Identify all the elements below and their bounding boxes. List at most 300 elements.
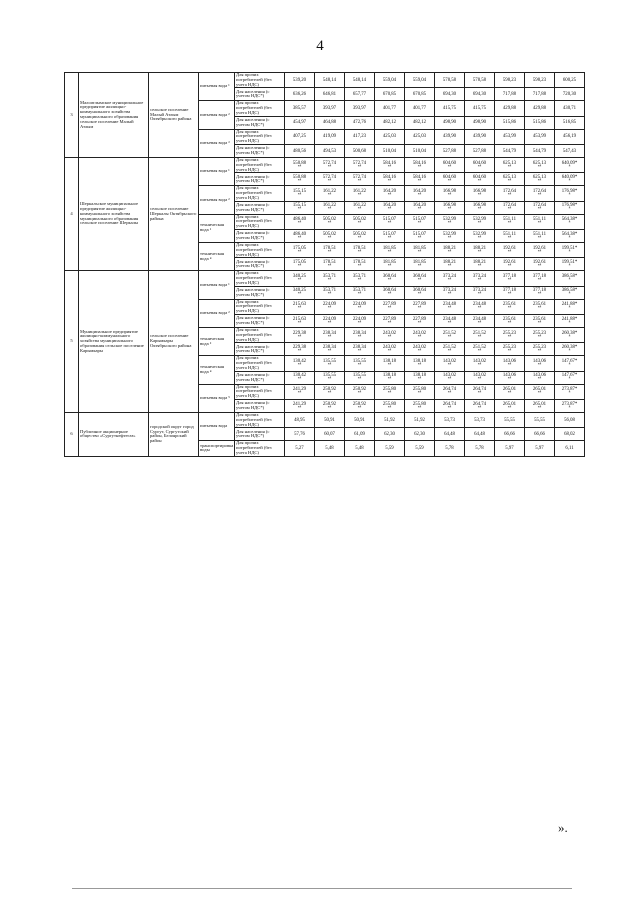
tariff-footnote-mark: ** bbox=[537, 306, 542, 311]
tariff-value: 135,55 bbox=[322, 373, 337, 379]
tariff-value: 138,18 bbox=[382, 359, 397, 365]
tariff-footnote-mark: ** bbox=[357, 348, 362, 353]
tariff-value: 147,67* bbox=[561, 373, 578, 379]
consumer-category: Для прочих потребителей (без учета НДС) bbox=[235, 356, 285, 371]
tariff-value-cell bbox=[285, 242, 315, 257]
consumer-category: Для населения (с учетом НДС*) bbox=[235, 371, 285, 384]
tariff-value: 527,88 bbox=[472, 148, 487, 154]
tariff-footnote-mark: ** bbox=[387, 164, 392, 169]
tariff-value: 238,34 bbox=[322, 344, 337, 350]
tariff-value-cell bbox=[345, 315, 375, 328]
resource-type: питьевая вода ² bbox=[199, 101, 235, 129]
tariff-value: 178,51 bbox=[322, 245, 337, 251]
tariff-footnote-mark: ** bbox=[537, 164, 542, 169]
tariff-footnote-mark: ** bbox=[537, 334, 542, 339]
tariff-footnote-mark: ** bbox=[417, 306, 422, 311]
tariff-value-cell bbox=[555, 315, 585, 328]
tariff-value: 241,29 bbox=[292, 387, 307, 393]
tariff-value: 360,64 bbox=[412, 274, 427, 280]
tariff-footnote-mark: ** bbox=[537, 193, 542, 198]
tariff-value-cell bbox=[465, 400, 495, 413]
tariff-footnote-mark: ** bbox=[447, 306, 452, 311]
tariff-value: 720,30 bbox=[562, 91, 577, 97]
tariff-value: 572,74 bbox=[352, 174, 367, 180]
tariff-value: 138,18 bbox=[412, 373, 427, 379]
tariff-value-cell bbox=[555, 343, 585, 356]
tariff-value: 572,74 bbox=[322, 174, 337, 180]
tariff-value-cell bbox=[525, 242, 555, 257]
tariff-footnote-mark: ** bbox=[387, 292, 392, 297]
tariff-footnote-mark: ** bbox=[477, 292, 482, 297]
tariff-value-cell bbox=[465, 412, 495, 427]
tariff-value-cell bbox=[555, 145, 585, 158]
tariff-value: 273,87* bbox=[561, 387, 578, 393]
tariff-value-cell bbox=[435, 356, 465, 371]
resource-type: питьевая вода ¹ bbox=[199, 157, 235, 185]
tariff-footnote-mark: ** bbox=[327, 235, 332, 240]
tariff-value: 393,97 bbox=[352, 106, 367, 112]
tariff-footnote-mark: ** bbox=[537, 263, 542, 268]
tariff-value: 264,74 bbox=[472, 401, 487, 407]
tariff-footnote-mark: * bbox=[568, 278, 571, 283]
tariff-value: 235,61 bbox=[502, 316, 517, 322]
tariff-value: 548,14 bbox=[322, 77, 337, 83]
tariff-value-cell bbox=[435, 258, 465, 271]
tariff-value: 224,09 bbox=[322, 316, 337, 322]
tariff-value: 265,01 bbox=[502, 387, 517, 393]
tariff-value-cell bbox=[375, 371, 405, 384]
tariff-value-cell bbox=[465, 157, 495, 172]
tariff-value-cell bbox=[315, 201, 345, 214]
tariff-footnote-mark: ** bbox=[387, 363, 392, 368]
tariff-value: 429,88 bbox=[502, 106, 517, 112]
tariff-footnote-mark: ** bbox=[387, 306, 392, 311]
tariff-footnote-mark: ** bbox=[477, 164, 482, 169]
tariff-value: 6,11 bbox=[565, 445, 574, 451]
tariff-footnote-mark: ** bbox=[477, 363, 482, 368]
tariff-footnote-mark: ** bbox=[447, 363, 452, 368]
tariff-value-cell bbox=[465, 242, 495, 257]
tariff-value: 227,89 bbox=[382, 316, 397, 322]
tariff-value-cell bbox=[405, 343, 435, 356]
consumer-category: Для прочих потребителей (без учета НДС) bbox=[235, 214, 285, 229]
consumer-category: Для прочих потребителей (без учета НДС) bbox=[235, 129, 285, 144]
tariff-value-cell bbox=[435, 145, 465, 158]
tariff-footnote-mark: ** bbox=[507, 235, 512, 240]
tariff-value-cell bbox=[525, 201, 555, 214]
tariff-footnote-mark: ** bbox=[327, 306, 332, 311]
tariff-value-cell bbox=[495, 201, 525, 214]
page-number: 4 bbox=[316, 38, 324, 54]
tariff-footnote-mark: ** bbox=[537, 235, 542, 240]
tariff-footnote-mark: ** bbox=[537, 179, 542, 183]
tariff-value: 430,71 bbox=[562, 106, 577, 112]
tariff-value-cell bbox=[315, 356, 345, 371]
tariff-value: 578,58 bbox=[472, 77, 487, 83]
tariff-value: 551,11 bbox=[502, 217, 516, 223]
tariff-value-cell bbox=[555, 412, 585, 427]
tariff-value: 188,21 bbox=[442, 245, 457, 251]
tariff-value: 515,86 bbox=[532, 120, 547, 126]
tariff-footnote-mark: ** bbox=[507, 193, 512, 198]
tariff-footnote-mark: ** bbox=[447, 377, 452, 382]
tariff-value-cell bbox=[465, 286, 495, 299]
tariff-footnote-mark: * bbox=[568, 263, 571, 268]
tariff-footnote-mark: ** bbox=[477, 207, 482, 212]
tariff-value: 482,12 bbox=[412, 120, 427, 126]
tariff-footnote-mark: ** bbox=[297, 164, 302, 169]
tariff-footnote-mark: ** bbox=[507, 249, 512, 254]
consumer-category: Для прочих потребителей (без учета НДС) bbox=[235, 157, 285, 172]
tariff-value: 544,79 bbox=[532, 148, 547, 154]
tariff-value: 604,60 bbox=[442, 160, 457, 166]
tariff-value-cell bbox=[525, 400, 555, 413]
tariff-footnote-mark: ** bbox=[297, 348, 302, 353]
tariff-value-cell bbox=[435, 441, 465, 456]
tariff-value-cell bbox=[525, 384, 555, 399]
tariff-value: 176,98* bbox=[561, 189, 578, 195]
tariff-value-cell bbox=[435, 116, 465, 129]
tariff-footnote-mark: ** bbox=[387, 334, 392, 339]
tariff-value: 255,23 bbox=[532, 330, 547, 336]
tariff-value-cell bbox=[345, 101, 375, 116]
tariff-value: 164,20 bbox=[382, 203, 397, 209]
tariff-value-cell bbox=[495, 173, 525, 186]
tariff-value: 250,92 bbox=[322, 401, 337, 407]
tariff-footnote-mark: ** bbox=[537, 207, 542, 212]
tariff-footnote-mark: * bbox=[568, 207, 571, 212]
tariff-value: 5,48 bbox=[325, 445, 334, 451]
tariff-footnote-mark: * bbox=[568, 221, 571, 226]
territory-name: сельское поселение Карымкары Октябрьского района bbox=[149, 271, 199, 413]
tariff-value-cell bbox=[345, 186, 375, 201]
tariff-value: 486,40 bbox=[292, 217, 307, 223]
tariff-value-cell bbox=[345, 230, 375, 243]
tariff-value-cell bbox=[315, 286, 345, 299]
tariff-value: 559,04 bbox=[412, 77, 427, 83]
tariff-value: 532,99 bbox=[472, 231, 487, 237]
tariff-value: 166,98 bbox=[472, 189, 487, 195]
tariff-footnote-mark: ** bbox=[417, 292, 422, 297]
tariff-footnote-mark: ** bbox=[297, 377, 302, 382]
tariff-table bbox=[64, 72, 585, 457]
tariff-value: 425,03 bbox=[382, 134, 397, 140]
tariff-value-cell bbox=[345, 258, 375, 271]
tariff-footnote-mark: ** bbox=[417, 278, 422, 283]
table-row bbox=[65, 271, 585, 286]
tariff-value: 215,63 bbox=[292, 302, 307, 308]
tariff-value-cell bbox=[405, 327, 435, 342]
tariff-value-cell bbox=[555, 186, 585, 201]
tariff-footnote-mark: ** bbox=[477, 193, 482, 198]
tariff-value: 181,85 bbox=[382, 245, 397, 251]
consumer-category: Для прочих потребителей (без учета НДС) bbox=[235, 384, 285, 399]
tariff-value-cell bbox=[405, 412, 435, 427]
tariff-value-cell bbox=[525, 258, 555, 271]
tariff-value: 192,61 bbox=[532, 245, 547, 251]
tariff-value-cell bbox=[345, 157, 375, 172]
tariff-value-cell bbox=[435, 412, 465, 427]
tariff-value: 551,11 bbox=[532, 231, 546, 237]
tariff-value: 5,59 bbox=[385, 445, 394, 451]
resource-type: техническая вода ⁴ bbox=[199, 242, 235, 270]
tariff-value-cell bbox=[375, 73, 405, 88]
consumer-category: Для прочих потребителей (без учета НДС) bbox=[235, 441, 285, 456]
tariff-value: 143,02 bbox=[442, 359, 457, 365]
tariff-value-cell bbox=[345, 88, 375, 101]
consumer-category: Для населения (с учетом НДС*) bbox=[235, 400, 285, 413]
tariff-value-cell bbox=[555, 129, 585, 144]
tariff-value-cell bbox=[495, 258, 525, 271]
tariff-value: 265,01 bbox=[532, 401, 547, 407]
closing-mark: ». bbox=[558, 820, 568, 835]
tariff-footnote-mark: ** bbox=[327, 363, 332, 368]
tariff-value: 454,97 bbox=[292, 120, 307, 126]
tariff-value-cell bbox=[465, 230, 495, 243]
tariff-footnote-mark: ** bbox=[387, 348, 392, 353]
tariff-value: 199,51* bbox=[561, 245, 578, 251]
tariff-value-cell bbox=[285, 214, 315, 229]
tariff-footnote-mark: ** bbox=[537, 292, 542, 297]
tariff-value-cell bbox=[375, 384, 405, 399]
tariff-value: 694,30 bbox=[442, 91, 457, 97]
tariff-value: 178,51 bbox=[352, 245, 367, 251]
tariff-value-cell bbox=[525, 157, 555, 172]
tariff-footnote-mark: ** bbox=[297, 235, 302, 240]
tariff-footnote-mark: ** bbox=[357, 263, 362, 268]
tariff-value-cell bbox=[285, 186, 315, 201]
tariff-value-cell bbox=[405, 101, 435, 116]
tariff-value: 600,25 bbox=[562, 77, 577, 83]
tariff-value-cell bbox=[405, 173, 435, 186]
tariff-value: 5,78 bbox=[475, 445, 484, 451]
tariff-value: 255,23 bbox=[502, 344, 517, 350]
tariff-value-cell bbox=[405, 145, 435, 158]
tariff-footnote-mark: ** bbox=[357, 334, 362, 339]
tariff-value-cell bbox=[315, 412, 345, 427]
tariff-value-cell bbox=[465, 384, 495, 399]
consumer-category: Для прочих потребителей (без учета НДС) bbox=[235, 242, 285, 257]
tariff-value: 584,16 bbox=[412, 174, 427, 180]
tariff-footnote-mark: ** bbox=[357, 235, 362, 240]
tariff-value-cell bbox=[465, 441, 495, 456]
tariff-value-cell bbox=[435, 157, 465, 172]
consumer-category: Для населения (с учетом НДС*) bbox=[235, 428, 285, 441]
tariff-value-cell bbox=[285, 88, 315, 101]
tariff-value: 251,52 bbox=[442, 330, 457, 336]
tariff-footnote-mark: ** bbox=[507, 207, 512, 212]
tariff-value: 670,85 bbox=[412, 91, 427, 97]
tariff-value: 192,61 bbox=[502, 245, 517, 251]
tariff-value-cell bbox=[375, 101, 405, 116]
tariff-value: 584,16 bbox=[382, 174, 397, 180]
tariff-value-cell bbox=[315, 242, 345, 257]
tariff-value: 188,21 bbox=[442, 259, 457, 265]
tariff-footnote-mark: ** bbox=[537, 320, 542, 325]
tariff-value-cell bbox=[495, 145, 525, 158]
tariff-value: 48,95 bbox=[294, 417, 305, 423]
tariff-value-cell bbox=[285, 73, 315, 88]
tariff-value: 176,98* bbox=[561, 203, 578, 209]
tariff-value-cell bbox=[525, 271, 555, 286]
tariff-value: 138,18 bbox=[382, 373, 397, 379]
tariff-value-cell bbox=[285, 343, 315, 356]
tariff-footnote-mark: ** bbox=[447, 263, 452, 268]
tariff-value-cell bbox=[525, 129, 555, 144]
tariff-value-cell bbox=[495, 356, 525, 371]
tariff-footnote-mark: ** bbox=[507, 292, 512, 297]
tariff-value-cell bbox=[345, 286, 375, 299]
tariff-value-cell bbox=[315, 299, 345, 314]
tariff-footnote-mark: ** bbox=[477, 334, 482, 339]
tariff-value-cell bbox=[375, 145, 405, 158]
tariff-value: 486,40 bbox=[292, 231, 307, 237]
tariff-value: 515,07 bbox=[412, 217, 427, 223]
tariff-value: 238,34 bbox=[352, 344, 367, 350]
tariff-value: 353,71 bbox=[322, 288, 337, 294]
tariff-value-cell bbox=[285, 116, 315, 129]
tariff-footnote-mark: * bbox=[568, 405, 571, 410]
tariff-value: 224,09 bbox=[352, 302, 367, 308]
tariff-footnote-mark: ** bbox=[417, 193, 422, 198]
tariff-value-cell bbox=[285, 299, 315, 314]
tariff-value-cell bbox=[525, 73, 555, 88]
tariff-footnote-mark: ** bbox=[417, 164, 422, 169]
tariff-value: 604,60 bbox=[472, 160, 487, 166]
tariff-value-cell bbox=[315, 441, 345, 456]
tariff-value: 227,89 bbox=[382, 302, 397, 308]
tariff-footnote-mark: ** bbox=[477, 405, 482, 410]
tariff-value: 551,11 bbox=[532, 217, 546, 223]
tariff-footnote-mark: ** bbox=[297, 405, 302, 410]
tariff-value-cell bbox=[345, 73, 375, 88]
tariff-value-cell bbox=[465, 271, 495, 286]
tariff-footnote-mark: ** bbox=[507, 221, 512, 226]
tariff-value: 166,98 bbox=[442, 189, 457, 195]
tariff-value: 250,92 bbox=[322, 387, 337, 393]
tariff-value: 56,08 bbox=[564, 417, 575, 423]
tariff-value-cell bbox=[315, 116, 345, 129]
tariff-value-cell bbox=[405, 186, 435, 201]
tariff-value-cell bbox=[375, 157, 405, 172]
tariff-value: 717,88 bbox=[532, 91, 547, 97]
tariff-value: 386,58* bbox=[561, 274, 578, 280]
tariff-value: 251,52 bbox=[442, 344, 457, 350]
tariff-footnote-mark: ** bbox=[297, 320, 302, 325]
tariff-value-cell bbox=[375, 428, 405, 441]
tariff-footnote-mark: ** bbox=[297, 207, 302, 212]
tariff-value: 5,78 bbox=[445, 445, 454, 451]
tariff-footnote-mark: ** bbox=[327, 207, 332, 212]
tariff-footnote-mark: ** bbox=[507, 306, 512, 311]
tariff-footnote-mark: * bbox=[568, 193, 571, 198]
territory-name: сельское поселение Шеркалы Октябрьского района bbox=[149, 157, 199, 270]
tariff-value-cell bbox=[435, 315, 465, 328]
tariff-value-cell bbox=[285, 101, 315, 116]
tariff-value: 377,18 bbox=[532, 288, 547, 294]
tariff-value: 515,07 bbox=[412, 231, 427, 237]
tariff-value-cell bbox=[465, 258, 495, 271]
tariff-footnote-mark: ** bbox=[327, 348, 332, 353]
tariff-value-cell bbox=[345, 384, 375, 399]
resource-type: техническая вода ³ bbox=[199, 327, 235, 355]
tariff-footnote-mark: ** bbox=[327, 320, 332, 325]
tariff-value-cell bbox=[375, 400, 405, 413]
tariff-value-cell bbox=[285, 286, 315, 299]
tariff-value-cell bbox=[555, 271, 585, 286]
tariff-value: 130,42 bbox=[292, 373, 307, 379]
tariff-value-cell bbox=[465, 214, 495, 229]
tariff-footnote-mark: ** bbox=[537, 363, 542, 368]
tariff-value-cell bbox=[495, 129, 525, 144]
tariff-value: 161,22 bbox=[352, 203, 367, 209]
tariff-value-cell bbox=[555, 242, 585, 257]
tariff-footnote-mark: ** bbox=[537, 348, 542, 353]
tariff-value-cell bbox=[525, 214, 555, 229]
tariff-footnote-mark: * bbox=[568, 348, 571, 353]
tariff-footnote-mark: ** bbox=[357, 391, 362, 396]
tariff-footnote-mark: ** bbox=[537, 391, 542, 396]
consumer-category: Для прочих потребителей (без учета НДС) bbox=[235, 327, 285, 342]
tariff-value: 66,66 bbox=[534, 431, 545, 437]
organization-name: Малоатлымское муниципальное предприятие жилищно-коммунального хозяйства муниципального образования сельское поселение Малый Атлым bbox=[79, 73, 149, 158]
tariff-value-cell bbox=[495, 73, 525, 88]
resource-type: питьевая вода ² bbox=[199, 186, 235, 214]
tariff-value-cell bbox=[285, 412, 315, 427]
tariff-value: 235,61 bbox=[532, 316, 547, 322]
tariff-value: 143,02 bbox=[472, 359, 487, 365]
resource-type: транспортировка воды bbox=[199, 441, 235, 456]
tariff-value-cell bbox=[555, 286, 585, 299]
row-number: 3 bbox=[65, 73, 79, 158]
tariff-value-cell bbox=[435, 343, 465, 356]
tariff-value-cell bbox=[285, 230, 315, 243]
tariff-value-cell bbox=[465, 201, 495, 214]
tariff-value: 155,15 bbox=[292, 189, 307, 195]
tariff-footnote-mark: ** bbox=[417, 405, 422, 410]
tariff-value-cell bbox=[345, 400, 375, 413]
tariff-value-cell bbox=[345, 129, 375, 144]
tariff-value: 234,48 bbox=[472, 302, 487, 308]
tariff-value-cell bbox=[525, 343, 555, 356]
tariff-value-cell bbox=[375, 88, 405, 101]
tariff-value-cell bbox=[465, 73, 495, 88]
tariff-value: 604,60 bbox=[442, 174, 457, 180]
tariff-value-cell bbox=[555, 116, 585, 129]
row-number: 5 bbox=[65, 271, 79, 413]
tariff-footnote-mark: * bbox=[568, 334, 571, 339]
tariff-value-cell bbox=[465, 116, 495, 129]
tariff-value-cell bbox=[465, 299, 495, 314]
tariff-value-cell bbox=[495, 315, 525, 328]
tariff-value: 164,20 bbox=[412, 203, 427, 209]
tariff-value: 340,25 bbox=[292, 274, 307, 280]
tariff-value: 646,81 bbox=[322, 91, 337, 97]
tariff-footnote-mark: ** bbox=[297, 334, 302, 339]
tariff-value: 547,43 bbox=[562, 148, 577, 154]
tariff-value-cell bbox=[525, 88, 555, 101]
tariff-value-cell bbox=[465, 145, 495, 158]
tariff-footnote-mark: ** bbox=[357, 377, 362, 382]
resource-type: техническая вода ⁴ bbox=[199, 356, 235, 384]
row-number: 4 bbox=[65, 157, 79, 270]
consumer-category: Для прочих потребителей (без учета НДС) bbox=[235, 101, 285, 116]
tariff-value: 353,71 bbox=[352, 274, 367, 280]
tariff-value-cell bbox=[495, 88, 525, 101]
tariff-value-cell bbox=[285, 173, 315, 186]
tariff-value: 227,89 bbox=[412, 316, 427, 322]
tariff-value-cell bbox=[495, 214, 525, 229]
